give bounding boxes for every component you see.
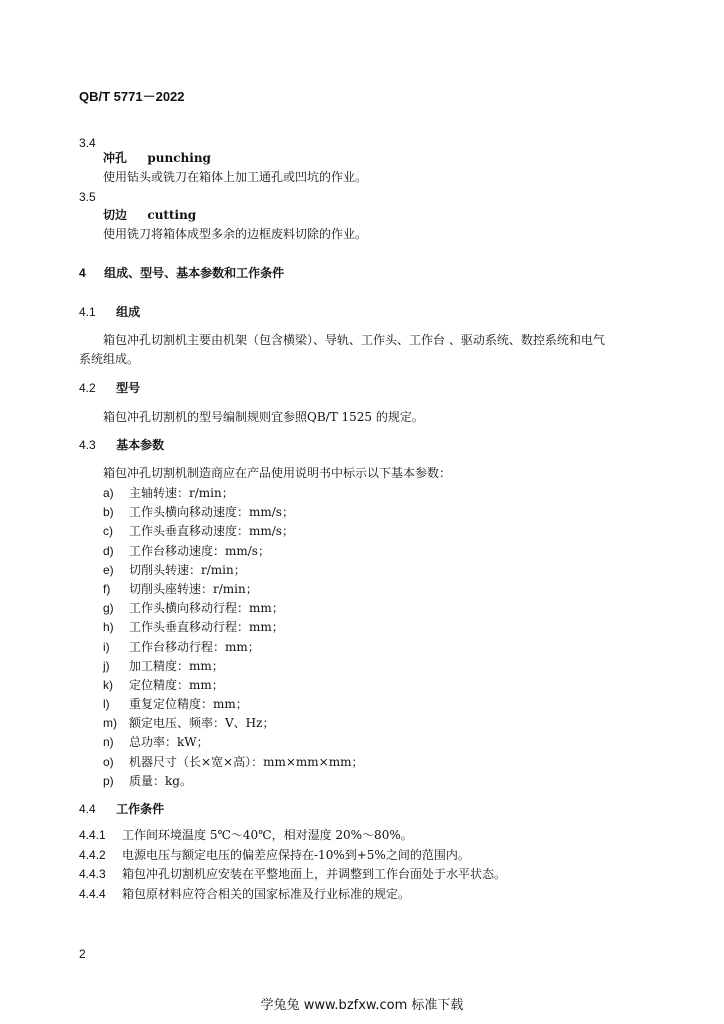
list-item: e) 切削头转速：r/min； — [103, 562, 246, 577]
list-item: n) 总功率：kW； — [103, 735, 209, 750]
list-item: d) 工作台移动速度：mm/s； — [103, 543, 270, 558]
clause-number: 3.4 — [79, 136, 96, 150]
section-title: 基本参数 — [116, 438, 165, 452]
term-en: cutting — [147, 208, 197, 222]
list-item: k) 定位精度：mm； — [103, 677, 224, 692]
section-heading — [79, 305, 140, 320]
page-number: 2 — [79, 947, 86, 961]
list-item: g) 工作头横向移动行程：mm； — [103, 601, 284, 616]
term-heading — [103, 208, 196, 223]
term-cn: 切边 — [103, 208, 128, 222]
paragraph: 箱包冲孔切割机的型号编制规则宜参照QB/T 1525 的规定。 — [103, 410, 424, 424]
section-number: 4 — [79, 266, 86, 280]
section-title: 工作条件 — [116, 802, 165, 816]
list-item: m) 额定电压、频率：V、Hz； — [103, 716, 275, 731]
paragraph: 系统组成。 — [79, 352, 140, 366]
list-item: c) 工作头垂直移动速度：mm/s； — [103, 524, 294, 539]
list-item: 4.4.2 电源电压与额定电压的偏差应保持在-10%到+5%之间的范围内。 — [79, 847, 470, 862]
term-en: punching — [147, 151, 211, 165]
parameter-list — [103, 484, 623, 791]
section-heading — [79, 266, 284, 281]
paragraph: 箱包冲孔切割机主要由机架（包含横梁）、导轨、工作头、工作台 、驱动系统、数控系统和电气 — [103, 333, 605, 347]
list-item: b) 工作头横向移动速度：mm/s； — [103, 505, 294, 520]
section-number: 4.1 — [79, 305, 96, 319]
list-item: h) 工作头垂直移动行程：mm； — [103, 620, 284, 635]
section-title: 型号 — [116, 381, 141, 395]
condition-list — [79, 826, 506, 904]
section-number: 4.4 — [79, 802, 96, 816]
list-item: l) 重复定位精度：mm； — [103, 697, 248, 712]
term-heading — [103, 151, 211, 166]
term-definition: 使用钻头或铣刀在箱体上加工通孔或凹坑的作业。 — [103, 170, 368, 184]
list-item: p) 质量：kg。 — [103, 773, 192, 788]
section-number: 4.3 — [79, 438, 96, 452]
term-definition: 使用铣刀将箱体成型多余的边框废料切除的作业。 — [103, 227, 368, 241]
list-item: o) 机器尺寸（长×宽×高）：mm×mm×mm； — [103, 754, 364, 769]
list-item: j) 加工精度：mm； — [103, 658, 224, 673]
section-number: 4.2 — [79, 381, 96, 395]
section-title: 组成 — [116, 305, 141, 319]
footer-watermark: 学兔兔 www.bzfxw.com 标准下载 — [260, 998, 464, 1013]
section-heading — [79, 802, 164, 817]
list-item: 4.4.1 工作间环境温度 5℃～40℃，相对湿度 20%～80%。 — [79, 828, 413, 842]
section-heading — [79, 438, 164, 453]
list-item: 4.4.4 箱包原材料应符合相关的国家标准及行业标准的规定。 — [79, 886, 411, 901]
list-item: a) 主轴转速：r/min； — [103, 486, 234, 500]
list-item: 4.4.3 箱包冲孔切割机应安装在平整地面上，并调整到工作台面处于水平状态。 — [79, 867, 507, 882]
section-title: 组成、型号、基本参数和工作条件 — [104, 266, 285, 280]
list-item: f) 切削头座转速：r/min； — [103, 581, 258, 596]
section-heading — [79, 381, 140, 396]
term-cn: 冲孔 — [103, 151, 128, 165]
list-item: i) 工作台移动行程：mm； — [103, 639, 260, 654]
document-id: QB/T 5771－2022 — [79, 89, 185, 104]
clause-number: 3.5 — [79, 190, 96, 204]
paragraph: 箱包冲孔切割机制造商应在产品使用说明书中标示以下基本参数： — [103, 466, 452, 480]
